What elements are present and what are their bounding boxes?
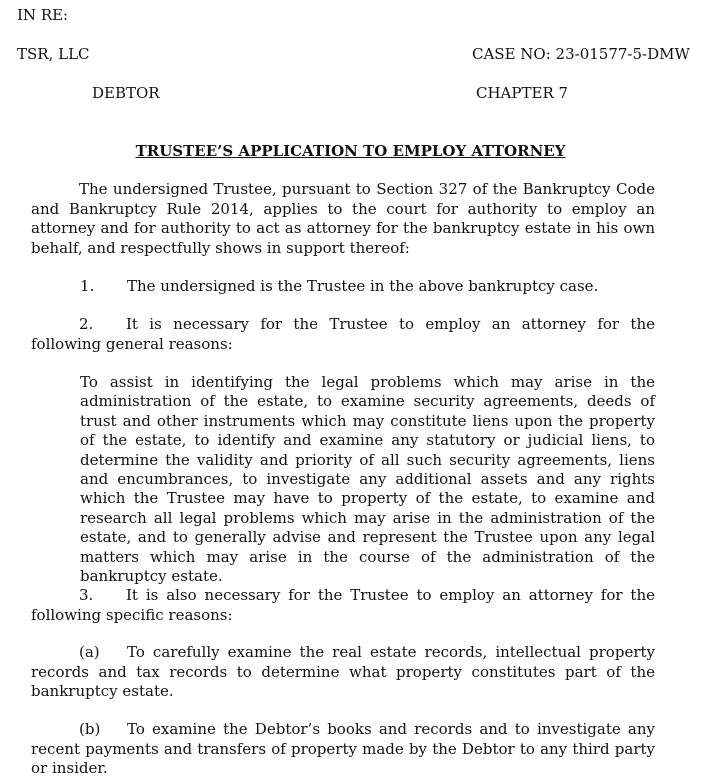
reason-text: To examine the Debtor’s books and records and to investigate any recent payments and transfers of property made by the Debtor to any third party or insider. — [31, 720, 655, 777]
caption-debtor-name: TSR, LLC — [17, 45, 90, 63]
item-text: It is necessary for the Trustee to employ an attorney for the following general reasons: — [31, 315, 655, 353]
caption-in-re: IN RE: — [17, 6, 69, 24]
item-text: It is also necessary for the Trustee to employ an attorney for the following specific reasons: — [31, 586, 655, 624]
numbered-item-1 — [80, 277, 655, 296]
general-reasons-block: To assist in identifying the legal problems which may arise in the administration of the estate, to examine security agreements, deeds of trust and other instruments which may constitute liens upon the property of the estate, to identify and examine any statutory or judicial liens, to determine the validity and priority of all such security agreements, liens and encumbrances, to investigate any additional assets and any rights which the Trustee may have to property of the estate, to examine and research all legal problems which may arise in the administration of the estate, and to generally advise and represent the Trustee upon any legal matters which may arise in the course of the administration of the bankruptcy estate. — [80, 373, 655, 586]
intro-paragraph: The undersigned Trustee, pursuant to Section 327 of the Bankruptcy Code and Bankruptcy Rule 2014, applies to the court for authority to employ an attorney and for authority to act as attorney for the bankruptcy estate in his own behalf, and respectfully shows in support thereof: — [31, 180, 655, 257]
caption-debtor-label: DEBTOR — [92, 84, 160, 102]
item-number: 2. — [79, 315, 94, 333]
specific-reason-b — [31, 720, 655, 779]
numbered-item-3 — [31, 586, 655, 625]
reason-text: To carefully examine the real estate records, intellectual property records and tax records to determine what property constitutes part of the bankruptcy estate. — [31, 643, 655, 700]
item-number: 1. — [80, 277, 95, 295]
item-number: 3. — [79, 586, 94, 604]
item-text: The undersigned is the Trustee in the above bankruptcy case. — [127, 277, 599, 295]
caption-chapter: CHAPTER 7 — [476, 84, 569, 102]
caption-case-number: CASE NO: 23-01577-5-DMW — [472, 45, 690, 63]
document-title: TRUSTEE’S APPLICATION TO EMPLOY ATTORNEY — [135, 142, 566, 160]
reason-label: (b) — [79, 720, 101, 738]
reason-label: (a) — [79, 643, 100, 661]
numbered-item-2 — [31, 315, 655, 354]
specific-reason-a — [31, 643, 655, 702]
